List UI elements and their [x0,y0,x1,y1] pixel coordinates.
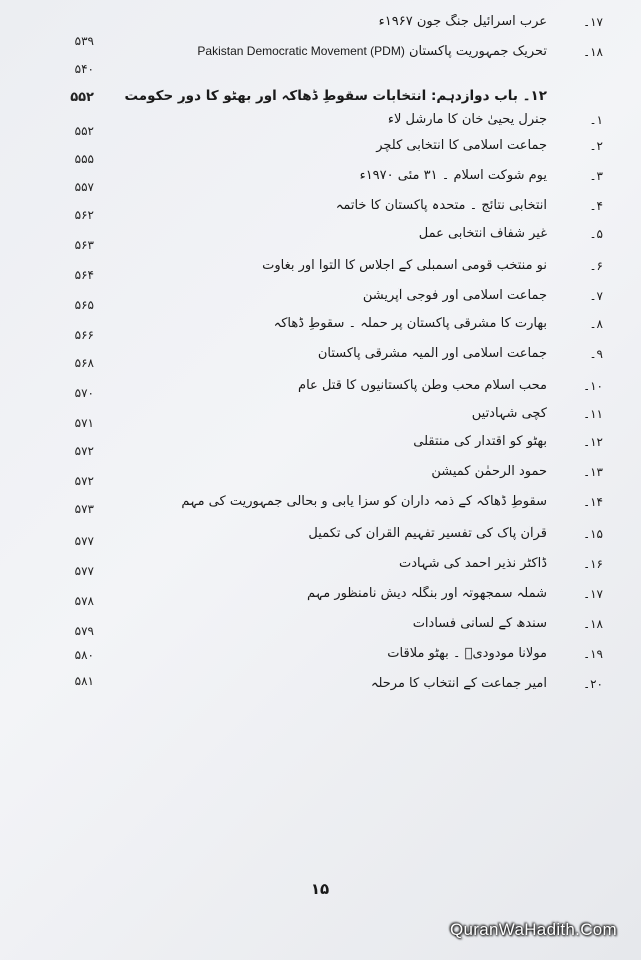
entry-page: ۵۷۷ [74,564,94,578]
entry-number: ۲۰۔ [583,677,603,691]
entry-page: ۵۵۷ [74,180,94,194]
toc-row [0,286,641,314]
entry-title: غیر شفاف انتخابی عمل [418,226,547,241]
entry-page: ۵۷۲ [74,474,94,488]
entry-title: یوم شوکت اسلام ۔ ۳۱ مئی ۱۹۷۰ء [359,168,547,183]
toc-row [0,462,641,490]
toc-row [0,196,641,224]
entry-number: ۱۸۔ [583,617,603,631]
entry-number: ۴۔ [589,199,603,213]
entry-number: ۸۔ [589,317,603,331]
entry-number: ۱۹۔ [583,647,603,661]
toc-row [0,644,641,672]
entry-number: ۱۴۔ [583,495,603,509]
entry-title: سقوطِ ڈھاکہ کے ذمہ داران کو سزا یابی و بحالی جمہوریت کی مہم [181,494,547,509]
entry-number: ۱۳۔ [583,465,603,479]
entry-number: ۱۵۔ [583,527,603,541]
toc-row [0,376,641,404]
entry-title [97,44,547,59]
entry-page: ۵۴۰ [74,62,94,76]
entry-title: جماعت اسلامی اور المیہ مشرقی پاکستان [317,346,547,361]
toc-row [0,584,641,612]
entry-number: ۱۲۔ [583,435,603,449]
entry-page: ۵۷۳ [74,502,94,516]
entry-number: ۵۔ [589,227,603,241]
entry-number: ۱۶۔ [583,557,603,571]
entry-page: ۵۸۱ [74,674,94,688]
toc-row [0,344,641,372]
entry-title: جماعت اسلامی کا انتخابی کلچر [376,138,547,153]
entry-title: جماعت اسلامی اور فوجی آپریشن [362,288,547,303]
toc-row [0,314,641,342]
entry-page: ۵۶۸ [74,356,94,370]
entry-number: ۷۔ [589,289,603,303]
entry-number: ۶۔ [589,259,603,273]
entry-title: محب اسلام محب وطن پاکستانیوں کا قتل عام [298,378,547,393]
entry-page: ۵۸۰ [74,648,94,662]
entry-title-urdu: تحریک جمہوریت پاکستان [408,44,547,59]
entry-page: ۵۶۳ [74,238,94,252]
page-number: ۱۵ [310,880,330,898]
entry-page: ۵۷۱ [74,416,94,430]
entry-title: نو منتخب قومی اسمبلی کے اجلاس کا التوا اور بغاوت [262,258,547,273]
toc-row [0,554,641,582]
entry-number: ۱۷۔ [583,15,603,29]
toc-row [0,404,641,432]
toc-row [0,224,641,252]
entry-page: ۵۵۵ [74,152,94,166]
entry-page: ۵۵۲ [70,90,94,105]
toc-row [0,524,641,552]
toc-row [0,614,641,642]
entry-title: بھارت کا مشرقی پاکستان پر حملہ ۔ سقوطِ ڈھاکہ [273,316,547,331]
entry-title: شملہ سمجھوتہ اور بنگلہ دیش نامنظور مہم [306,586,547,601]
entry-page: ۵۷۷ [74,534,94,548]
toc-row [0,136,641,164]
entry-number: ۱۸۔ [583,45,603,59]
entry-number: ۱۷۔ [583,587,603,601]
toc-row [0,256,641,284]
entry-page: ۵۵۲ [74,124,94,138]
entry-number: ۱۱۔ [583,407,603,421]
entry-title-latin: Pakistan Democratic Movement (PDM) [197,44,405,58]
entry-title: امیر جماعت کے انتخاب کا مرحلہ [370,676,547,691]
entry-title: مولانا مودودیؒ ۔ بھٹو ملاقات [387,646,547,661]
entry-number: ۳۔ [589,169,603,183]
chapter-heading: ۱۲۔ باب دوازدہم: انتخابات سقوطِ ڈھاکہ اور بھٹو کا دورِ حکومت [124,88,547,104]
entry-page: ۵۶۴ [74,268,94,282]
toc-row [0,674,641,702]
entry-page: ۵۷۹ [74,624,94,638]
entry-title: قرآن پاک کی تفسیر تفہیم القرآن کی تکمیل [308,526,547,541]
entry-page: ۵۷۲ [74,444,94,458]
entry-title: انتخابی نتائج ۔ متحدہ پاکستان کا خاتمہ [335,198,547,213]
toc-row [0,110,641,138]
toc-row [0,166,641,194]
toc-row [0,42,641,76]
toc-row [0,432,641,460]
entry-number: ۲۔ [589,139,603,153]
entry-page: ۵۶۵ [74,298,94,312]
entry-title: حمود الرحمٰن کمیشن [431,464,547,479]
entry-title: عرب اسرائیل جنگ جون ۱۹۶۷ء [378,14,547,29]
entry-page: ۵۶۲ [74,208,94,222]
entry-number: ۱۔ [589,113,603,127]
entry-page: ۵۶۶ [74,328,94,342]
entry-page: ۵۷۰ [74,386,94,400]
entry-title: جنرل یحییٰ خان کا مارشل لاء [387,112,547,127]
entry-title: سندھ کے لسانی فسادات [412,616,547,631]
entry-title: کچی شہادتیں [471,406,547,421]
entry-page: ۵۷۸ [74,594,94,608]
entry-title: بھٹو کو اقتدار کی منتقلی [413,434,547,449]
entry-title: ڈاکٹر نذیر احمد کی شہادت [399,556,547,571]
entry-page: ۵۳۹ [74,34,94,48]
toc-row [0,492,641,520]
entry-number: ۱۰۔ [583,379,603,393]
entry-number: ۹۔ [589,347,603,361]
watermark: QuranWaHadith.Com [450,920,617,939]
